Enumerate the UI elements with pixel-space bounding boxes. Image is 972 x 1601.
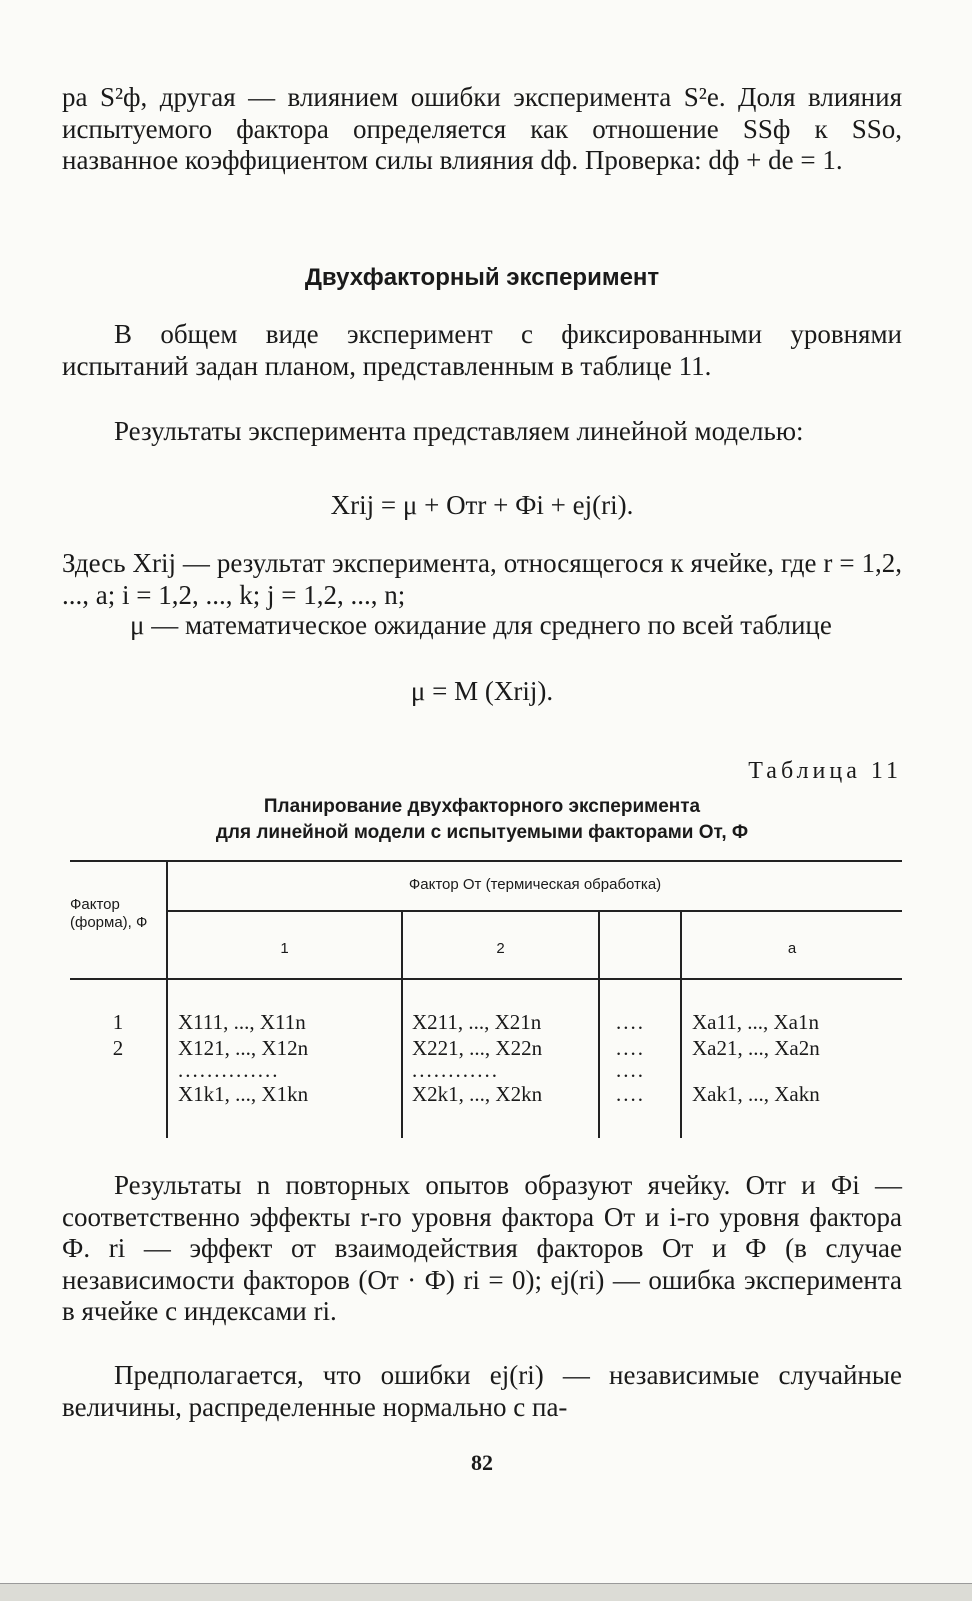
cell-1-1: X111, ..., X11n bbox=[178, 1010, 306, 1034]
cell-3-k: .... bbox=[616, 1082, 645, 1106]
column-group-header: Фактор Oт (термическая обработка) bbox=[408, 876, 662, 893]
cell-2-k: X2k1, ..., X2kn bbox=[412, 1082, 543, 1106]
row-factor-header: Фактор (форма), Ф bbox=[70, 896, 148, 931]
section-title: Двухфакторный эксперимент bbox=[304, 264, 660, 291]
intro-paragraph: ра S²ф, другая — влиянием ошибки эксперимента S²e. Доля влияния испытуемого фактора определяется как отношение SSф к SSo, названное коэффициентом силы влияния dф. Проверка: dф + de = 1. bbox=[62, 82, 902, 175]
paragraph-plan: В общем виде эксперимент с фиксированными уровнями испытаний задан планом, представленным в таблице 11. bbox=[62, 319, 902, 381]
row-label-2: 2 bbox=[112, 1036, 124, 1060]
cell-1-2: X121, ..., X12n bbox=[178, 1036, 309, 1060]
cell-3-dots: .... bbox=[616, 1058, 645, 1082]
page-number: 82 bbox=[471, 1450, 493, 1475]
paragraph-errors: Предполагается, что ошибки ej(ri) — независимые случайные величины, распределенные нормально с па- bbox=[62, 1360, 902, 1422]
cell-3-2: .... bbox=[616, 1036, 645, 1060]
col-header-1: 1 bbox=[280, 940, 289, 957]
table-caption-line2: для линейной модели с испытуемыми факторами Oт, Ф bbox=[215, 822, 749, 843]
cell-1-k: X1k1, ..., X1kn bbox=[178, 1082, 309, 1106]
scan-edge bbox=[0, 1583, 972, 1601]
formula-mu: μ = M (Xrij). bbox=[410, 676, 554, 706]
cell-a-1: Xa11, ..., Xa1n bbox=[692, 1010, 819, 1034]
plan-table bbox=[70, 860, 902, 1138]
paragraph-results: Результаты n повторных опытов образуют ячейку. Oтr и Фi — соответственно эффекты r-го уровня фактора Oт и i-го уровня фактора Ф. ri — эффект от взаимодействия факторов Oт и Ф (в случае независимости факторов (Oт · Ф) ri = 0); ej(ri) — ошибка эксперимента в ячейке с индексами ri. bbox=[62, 1170, 902, 1326]
formula-linear-model: Xrij = μ + Oтr + Фi + ej(ri). bbox=[330, 490, 634, 520]
paragraph-definition: Здесь Xrij — результат эксперимента, относящегося к ячейке, где r = 1,2, ..., a; i = 1,2, ..., k; j = 1,2, ..., n; bbox=[62, 548, 902, 610]
table-caption-line1: Планирование двухфакторного эксперимента bbox=[263, 796, 701, 817]
row-label-1: 1 bbox=[112, 1010, 124, 1034]
cell-2-2: X221, ..., X22n bbox=[412, 1036, 543, 1060]
cell-2-dots: ............ bbox=[412, 1058, 499, 1082]
col-header-2: 2 bbox=[496, 940, 505, 957]
cell-3-1: .... bbox=[616, 1010, 645, 1034]
cell-2-1: X211, ..., X21n bbox=[412, 1010, 542, 1034]
table-label: Таблица 11 bbox=[748, 758, 902, 784]
cell-a-k: Xak1, ..., Xakn bbox=[692, 1082, 820, 1106]
paragraph-model: Результаты эксперимента представляем линейной моделью: bbox=[114, 416, 804, 446]
paragraph-mu: μ — математическое ожидание для среднего по всей таблице bbox=[130, 610, 832, 640]
cell-a-2: Xa21, ..., Xa2n bbox=[692, 1036, 820, 1060]
cell-1-dots: .............. bbox=[178, 1058, 280, 1082]
col-header-a: a bbox=[787, 940, 797, 957]
